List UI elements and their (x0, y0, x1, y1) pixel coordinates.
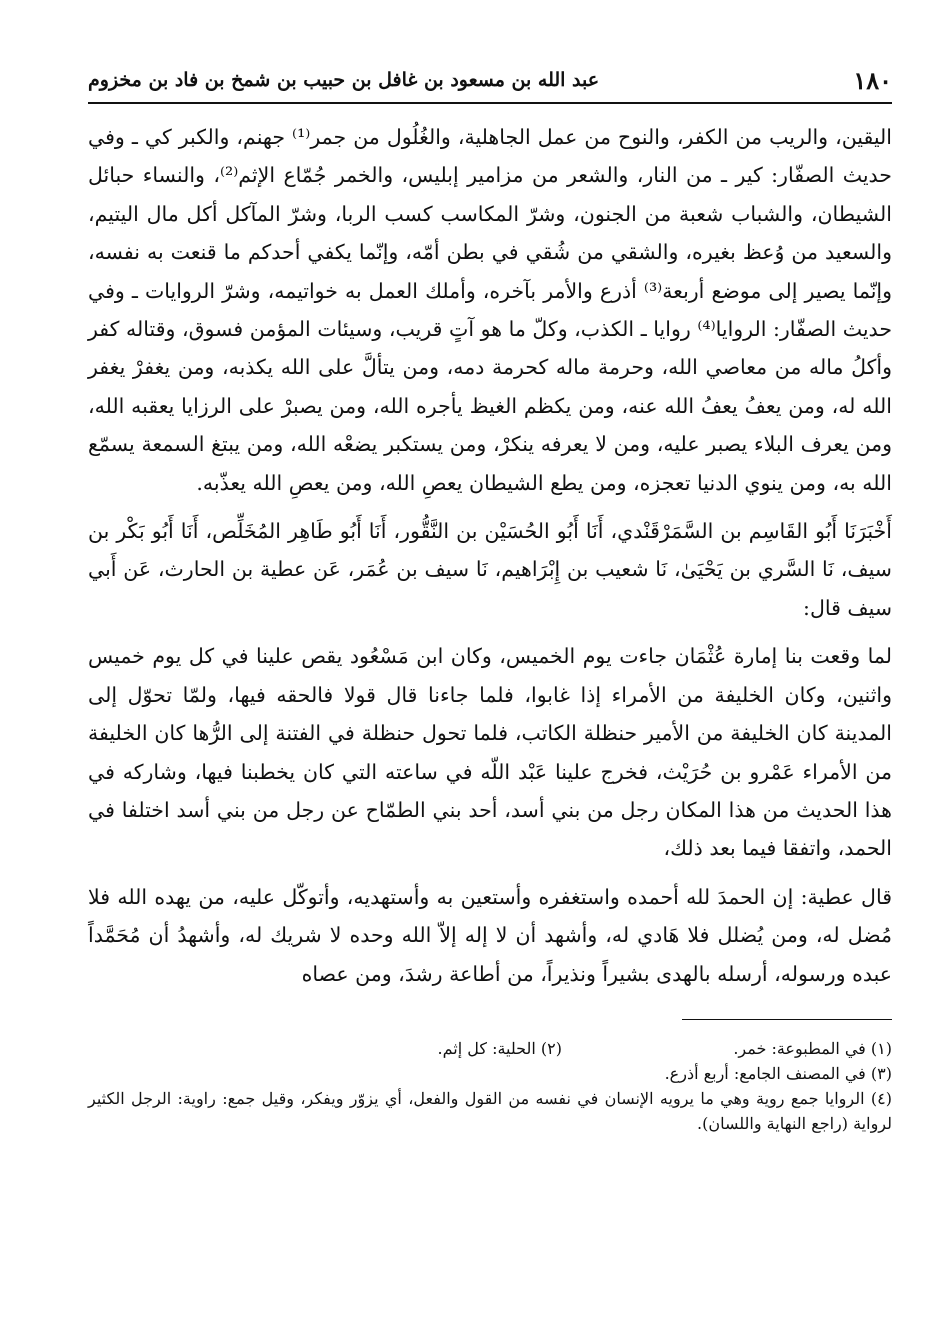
footnote-divider (682, 1019, 892, 1020)
footnotes (88, 1036, 892, 1136)
footnote-1: (١) في المطبوعة: خمر. (733, 1038, 892, 1058)
body-text (88, 118, 892, 993)
book-page (88, 58, 892, 1298)
footnote-row (88, 1061, 892, 1086)
footnote-2: (٢) الحلية: كل إثم. (437, 1038, 562, 1058)
paragraph-narration: لما وقعت بنا إمارة عُثْمَان جاءت يوم الخميس، وكان ابن مَسْعُود يقص علينا في كل يوم خميس واثنين، وكان الخليفة من الأمراء إذا غابوا، فلما جاءنا قال قولا فالحقه فيها، ولمّا تحوّل إلى المدينة كان الخليفة من الأمير حنظلة الكاتب، فلما تحول حنظلة في الفتنة إلى الرُّها كان الخليفة من الأمراء عَمْرو بن حُرَيْث، فخرج علينا عَبْد اللّه في ساعته التي كان يخطبنا فيها، وشاركه في هذا الحديث من هذا المكان رجل من بني أسد، أحد بني الطمّاح عن رجل من بني أسد اختلفا في الحمد، واتفقا فيما بعد ذلك، (88, 644, 892, 861)
footnote-3: (٣) في المصنف الجامع: أربع أذرع. (664, 1063, 892, 1083)
footnote-4: (٤) الروايا جمع روية وهي ما يرويه الإنسان في نفسه من القول والفعل، أي يزوّر ويفكر، وقيل جمع: راوية: الرجل الكثير لرواية (راجع النهاية واللسان). (88, 1088, 892, 1133)
paragraph-sermon: قال عطية: إن الحمدَ لله أحمده واستغفره وأستعين به وأستهديه، وأتوكّل عليه، من يهده الله فلا مُضل له، ومن يُضلل فلا هَادي له، وأشهد أن لا إله إلاّ الله وحده لا شريك له، وأشهدُ أن مُحَمَّداً عبده ورسوله، أرسله بالهدى بشيراً ونذيراً، من أطاعة رشدَ، ومن عصاه (88, 884, 892, 986)
footnote-row (88, 1036, 892, 1061)
paragraph-hadith-text: اليقين، والريب من الكفر، والنوح من عمل الجاهلية، والغُلُول من جمر⁽¹⁾ جهنم، والكبر كي ـ وفي حديث الصفّار: كير ـ من النار، والشعر من مزامير إبليس، والخمر جُمّاع الإثم⁽²⁾، والنساء حبائل الشيطان، والشباب شعبة من الجنون، وشرّ المكاسب كسب الربا، وشرّ المآكل أكل مال اليتيم، والسعيد من وُعظ بغيره، والشقي من شُقي في بطن أمّه، وإنّما يكفي أحدكم ما قنعت به نفسه، وإنّما يصير إلى موضع أربعة⁽³⁾ أذرع والأمر بآخره، وأملك العمل به خواتيمه، وشرّ الروايات ـ وفي حديث الصفّار: الروايا⁽⁴⁾ روايا ـ الكذب، وكلّ ما هو آتٍ قريب، وسيئات المؤمن فسوق، وقتاله كفر وأكلُ ماله من معاصي الله، وحرمة ماله كحرمة دمه، ومن يتألَّ على الله يكذبه، ومن يغفرْ يغفر الله له، ومن يعفُ يعفُ الله عنه، ومن يكظم الغيظ يأجره الله، ومن يصبرْ على الرزايا يعقبه الله، ومن يعرف البلاء يصبر عليه، ومن لا يعرفه ينكرْ، ومن يستكبر يضعْه الله، ومن يبتغ السمعة يسمّع الله به، ومن ينوي الدنيا تعجزه، ومن يطع الشيطان يعصِ الله، ومن يعصِ الله يعذّبه. (88, 125, 893, 495)
page-number: ١٨٠ (853, 65, 892, 95)
page-header (88, 58, 892, 104)
running-title: عبد الله بن مسعود بن غافل بن حبيب بن شمخ بن فاد بن مخزوم (88, 69, 600, 91)
footnote-rule-wrap (88, 993, 892, 1020)
paragraph-isnad: أَخْبَرَنَا أَبُو القَاسِم بن السَّمَرْقَنْدي، أَنَا أَبُو الحُسَيْن بن النَّقُّور، أَنَا أَبُو طَاهِر المُخَلِّص، أَنَا أَبُو بَكْر بن سيف، نَا السَّري بن يَحْيَىٰ، نَا شعيب بن إِبْرَاهيم، نَا سيف بن عُمَر، عَن عطية بن الحارث، عَن أَبي سيف قال: (88, 519, 892, 620)
